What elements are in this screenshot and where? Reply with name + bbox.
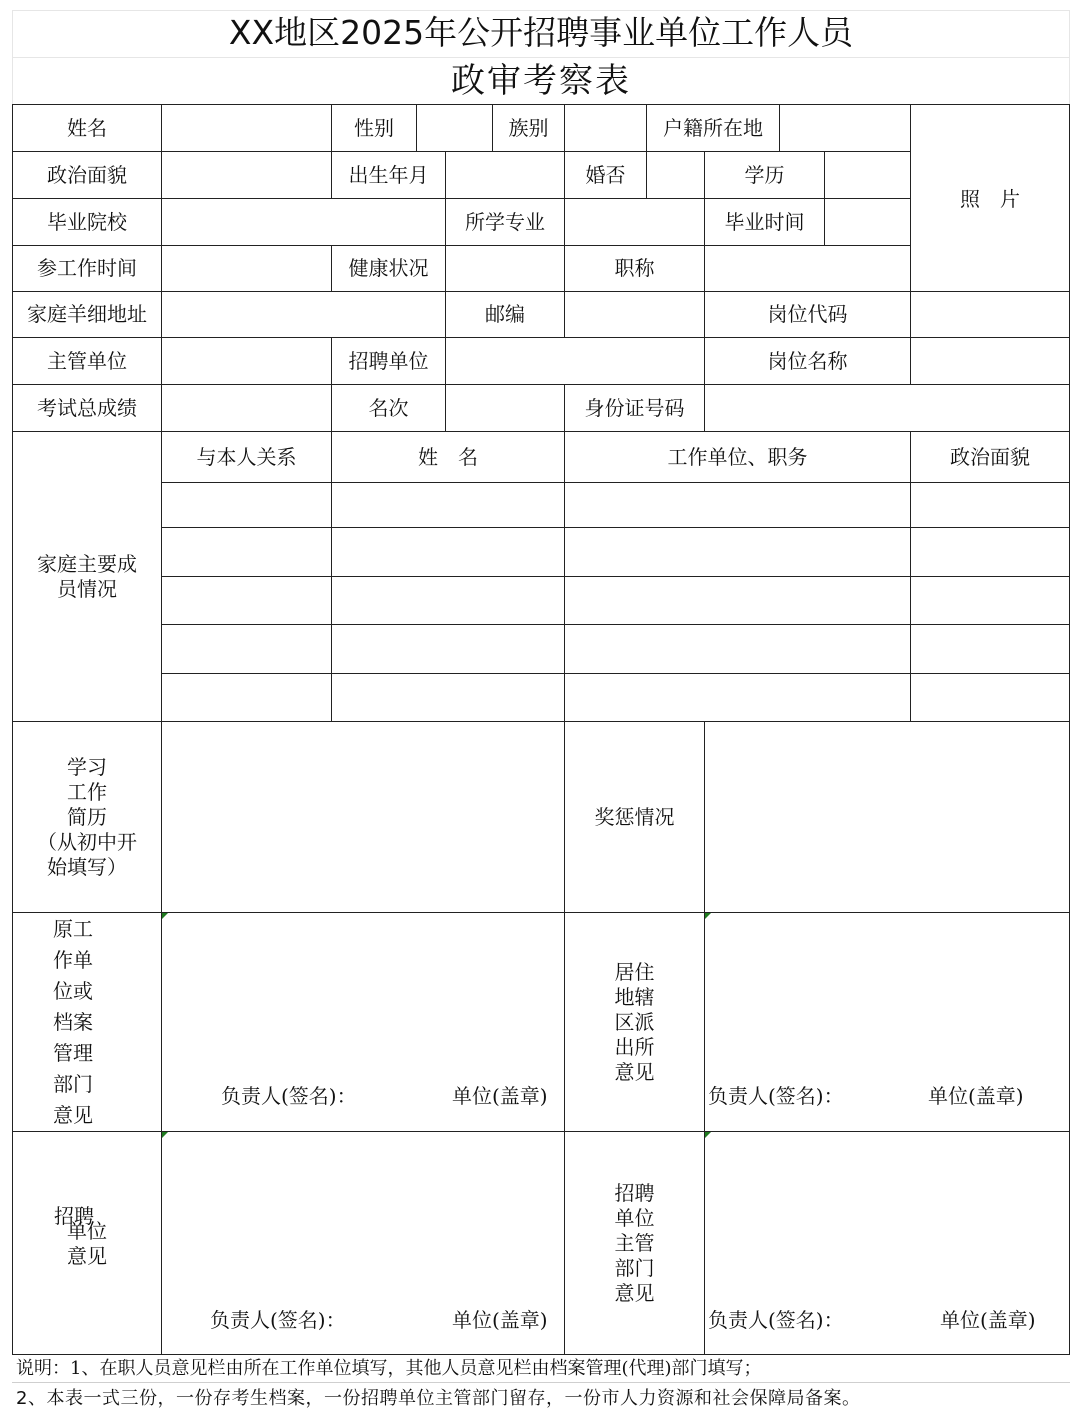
recruit-opinion-label-b: 单位 意见	[67, 1219, 107, 1268]
family-header-political: 政治面貌	[910, 431, 1070, 483]
recruit-opinion-label-cell	[12, 1131, 162, 1355]
school-field[interactable]	[161, 198, 446, 246]
major-field[interactable]	[564, 198, 705, 246]
school-label: 毕业院校	[12, 198, 162, 246]
post-code-label: 岗位代码	[704, 291, 911, 338]
major-label: 所学专业	[445, 198, 565, 246]
household-field[interactable]	[779, 104, 911, 152]
note-line-1: 说明：1、在职人员意见栏由所在工作单位填写，其他人员意见栏由档案管理(代理)部门填写；	[12, 1354, 1070, 1383]
marital-label: 婚否	[564, 151, 647, 199]
family-row-5-relation[interactable]	[161, 673, 332, 722]
household-label: 户籍所在地	[646, 104, 780, 152]
gender-label: 性别	[331, 104, 417, 152]
health-label: 健康状况	[331, 245, 446, 292]
recruit-unit-label: 招聘单位	[331, 337, 446, 385]
police-seal: 单位(盖章)	[928, 1084, 1024, 1108]
family-row-1-relation[interactable]	[161, 482, 332, 528]
family-row-5-work[interactable]	[564, 673, 911, 722]
postcode-field[interactable]	[564, 291, 705, 338]
supervisor-seal: 单位(盖章)	[940, 1308, 1036, 1332]
birth-label: 出生年月	[331, 151, 446, 199]
ethnicity-label: 族别	[492, 104, 565, 152]
family-header-relation: 与本人关系	[161, 431, 332, 483]
note-line-2: 2、本表一式三份，一份存考生档案，一份招聘单位主管部门留存，一份市人力资源和社会保障局备案。	[16, 1388, 861, 1409]
orig-unit-seal: 单位(盖章)	[452, 1084, 548, 1108]
gender-field[interactable]	[416, 104, 493, 152]
family-row-3-name[interactable]	[331, 576, 565, 625]
marital-field[interactable]	[646, 151, 705, 199]
resume-label: 学习 工作 简历 （从初中开 始填写）	[12, 721, 162, 913]
ethnicity-field[interactable]	[564, 104, 647, 152]
orig-unit-signature: 负责人(签名)：	[221, 1084, 357, 1108]
police-label: 居住 地辖 区派 出所 意见	[564, 912, 705, 1132]
recruit-signature: 负责人(签名)：	[210, 1308, 346, 1332]
postcode-label: 邮编	[445, 291, 565, 338]
supervisor-signature: 负责人(签名)：	[708, 1308, 844, 1332]
name-label: 姓名	[12, 104, 162, 152]
recruit-seal: 单位(盖章)	[452, 1308, 548, 1332]
family-label: 家庭主要成 员情况	[12, 431, 162, 722]
supervisor-field[interactable]	[161, 337, 332, 385]
photo-label: 照 片	[960, 187, 1020, 211]
rank-label: 名次	[331, 384, 446, 432]
family-row-3-political[interactable]	[910, 576, 1070, 625]
cell-marker-icon	[162, 913, 168, 919]
form-subtitle: 政审考察表	[451, 61, 631, 101]
id-number-label: 身份证号码	[564, 384, 705, 432]
grad-time-field[interactable]	[824, 198, 911, 246]
recruit-unit-field[interactable]	[445, 337, 705, 385]
birth-field[interactable]	[445, 151, 565, 199]
rank-field[interactable]	[445, 384, 565, 432]
recruit-opinion-label-a: 招聘	[54, 1204, 94, 1228]
post-name-field[interactable]	[910, 337, 1070, 385]
family-row-2-relation[interactable]	[161, 527, 332, 577]
family-row-4-work[interactable]	[564, 624, 911, 674]
id-number-field[interactable]	[704, 384, 1070, 432]
family-row-5-political[interactable]	[910, 673, 1070, 722]
exam-score-label: 考试总成绩	[12, 384, 162, 432]
family-row-2-political[interactable]	[910, 527, 1070, 577]
family-row-1-work[interactable]	[564, 482, 911, 528]
education-field[interactable]	[824, 151, 911, 199]
family-row-5-name[interactable]	[331, 673, 565, 722]
exam-score-field[interactable]	[161, 384, 332, 432]
post-name-label: 岗位名称	[704, 337, 911, 385]
family-row-3-relation[interactable]	[161, 576, 332, 625]
political-status-field[interactable]	[161, 151, 332, 199]
cell-marker-icon	[162, 1132, 168, 1138]
police-signature: 负责人(签名)：	[708, 1084, 844, 1108]
family-row-2-name[interactable]	[331, 527, 565, 577]
name-field[interactable]	[161, 104, 332, 152]
cell-marker-icon	[705, 913, 711, 919]
family-row-1-political[interactable]	[910, 482, 1070, 528]
form-title: XX地区2025年公开招聘事业单位工作人员	[228, 13, 854, 52]
address-field[interactable]	[161, 291, 446, 338]
cell-marker-icon	[705, 1132, 711, 1138]
post-code-field[interactable]	[910, 291, 1070, 338]
family-row-2-work[interactable]	[564, 527, 911, 577]
rewards-field[interactable]	[704, 721, 1070, 913]
health-field[interactable]	[445, 245, 565, 292]
family-row-4-relation[interactable]	[161, 624, 332, 674]
family-row-3-work[interactable]	[564, 576, 911, 625]
family-header-work: 工作单位、职务	[564, 431, 911, 483]
rewards-label: 奖惩情况	[564, 721, 705, 913]
work-start-field[interactable]	[161, 245, 332, 292]
photo-box[interactable]	[910, 104, 1070, 292]
supervisor-label: 主管单位	[12, 337, 162, 385]
family-row-1-name[interactable]	[331, 482, 565, 528]
supervisor-opinion-label: 招聘 单位 主管 部门 意见	[564, 1131, 705, 1355]
family-row-4-political[interactable]	[910, 624, 1070, 674]
family-header-name: 姓 名	[331, 431, 565, 483]
grad-time-label: 毕业时间	[704, 198, 825, 246]
resume-field[interactable]	[161, 721, 565, 913]
title-rank-label: 职称	[564, 245, 705, 292]
address-label: 家庭羊细地址	[12, 291, 162, 338]
title-rank-field[interactable]	[704, 245, 911, 292]
family-row-4-name[interactable]	[331, 624, 565, 674]
education-label: 学历	[704, 151, 825, 199]
political-status-label: 政治面貌	[12, 151, 162, 199]
orig-unit-label: 原工 作单 位或 档案 管理 部门 意见	[12, 912, 162, 1132]
work-start-label: 参工作时间	[12, 245, 162, 292]
